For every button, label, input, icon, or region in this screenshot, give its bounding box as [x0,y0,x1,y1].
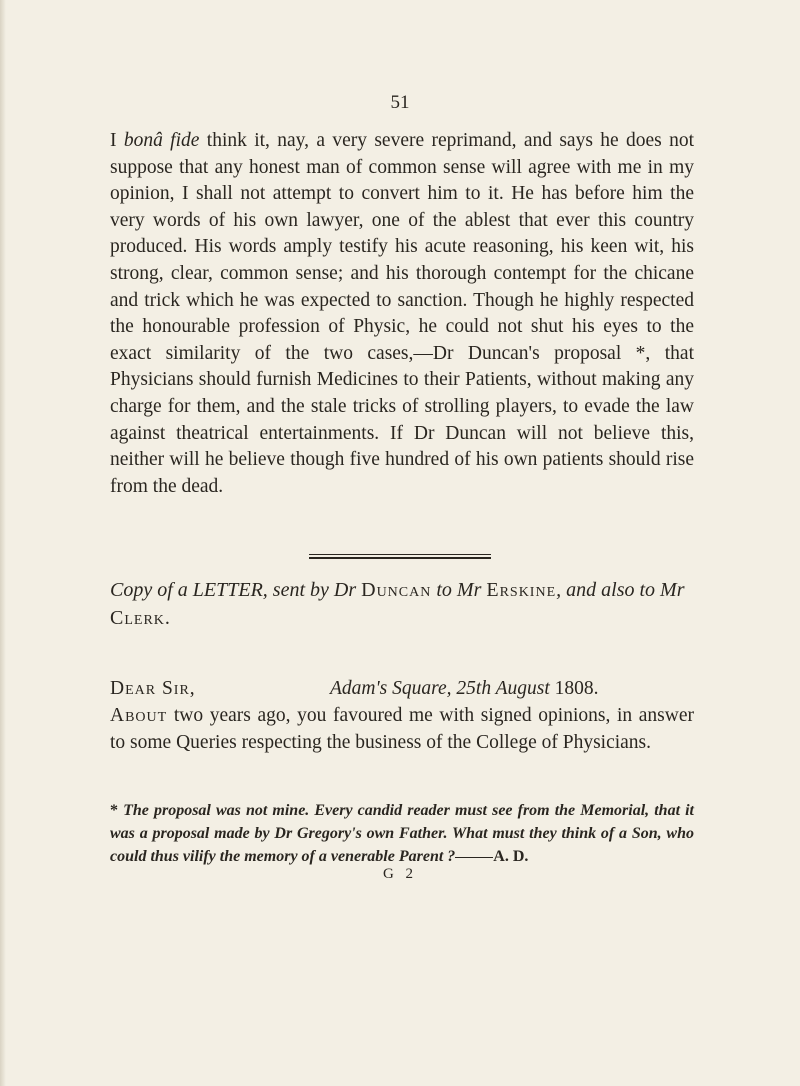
letter-heading-part: to Mr [431,579,487,601]
letter-heading-name: Erskine [486,579,557,601]
year: 1808. [549,678,599,699]
letter-heading-part: , and also to Mr [556,579,685,601]
letter-body [110,703,694,756]
footnote-marker: * [110,802,124,819]
letter-heading-name: Duncan [361,579,432,601]
signature-mark: G 2 [382,866,418,882]
letter-heading-part: Copy of a LETTER, sent by Dr [110,579,362,601]
paragraph-lead-italic: bonâ fide [123,130,200,151]
paragraph-text: think it, nay, a very severe reprimand, and says he does not suppose that any honest man of common sense will agree with me in my opinion, I shall not attempt to convert him to it. He has before him the very words of his own lawyer, one of the ablest that ever this country produced. His words amply testify his acute reasoning, his keen wit, his strong, clear, common sense; and his thorough contempt for the chicane and trick which he was expected to sanction. Though he highly respected the honourable profession of Physic, he could not shut his eyes to the exact similarity of the two cases,—Dr Duncan's proposal *, that Physicians should furnish Medicines to their Patients, without making any charge for them, and the stale tricks of strolling players, to evade the law against theatrical entertainments. If Dr Duncan will not believe this, neither will he believe though five hundred of his own patients should rise from the dead. [110,130,694,497]
letter-body-text: two years ago, you favoured me with signed opinions, in answer to some Queries respecting the business of the College of Physicians. [110,705,694,753]
footnote-text: The proposal was not mine. Every candid reader must see from the Memorial, that it was a proposal made by Dr Gregory's own Father. What must they think of a Son, who could thus vilify the memory of a venerable Parent ? [110,802,695,865]
letter-body-lead: About [110,705,168,726]
letter-heading-name: Clerk [110,607,165,629]
footnote [110,799,694,868]
paragraph-body [110,128,694,500]
section-divider [0,546,800,564]
page-edge [0,0,6,1086]
letter-heading-part: . [164,607,170,629]
place-date [330,676,599,702]
footnote-signature: A. D. [493,848,529,865]
footnote-dash [455,857,493,858]
paragraph-lead: I [110,130,124,151]
place-date-text: Adam's Square, 25th August [330,678,550,699]
letter-heading [110,576,700,632]
salutation: Dear Sir, [110,678,196,699]
page-number: 51 [390,92,410,113]
